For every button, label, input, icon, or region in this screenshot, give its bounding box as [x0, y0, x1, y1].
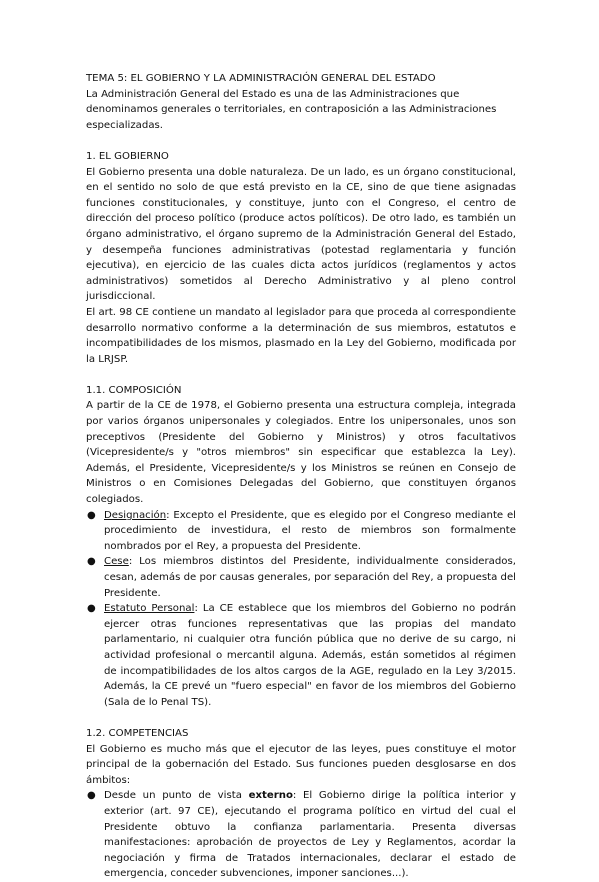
bullet-text-post: : El Gobierno dirige la política interior y exterior (art. 97 CE), ejecutando el programa político en virtud del cual el Presidente obtuvo la confianza parlamentaria. Presenta diversas manifestaciones: aprobación de proyectos de Ley y Reglamentos, acordar la negociación y firma de Tratados internacionales, declarar el estado de emergencia, conceder subvenciones, imponer sanciones...). — [104, 790, 516, 880]
list-item — [86, 601, 516, 710]
list-item — [86, 788, 516, 882]
bullet-icon: ● — [87, 509, 96, 521]
bullet-icon: ● — [87, 790, 96, 802]
bullet-bold-term: externo — [248, 790, 293, 802]
document-body — [86, 71, 516, 882]
bullet-text: : Los miembros distintos del Presidente, individualmente considerados, cesan, además de por causas generales, por separación del Rey, a propuesta del Presidente. — [104, 556, 516, 599]
bullet-icon: ● — [87, 556, 96, 568]
section-heading-composicion: 1.1. COMPOSICIÓN — [86, 384, 182, 396]
bullet-icon: ● — [87, 603, 96, 615]
competencias-paragraph: El Gobierno es mucho más que el ejecutor de las leyes, pues constituye el motor principal de la gobernación del Estado. Sus funciones pueden desglosarse en dos ámbitos: — [86, 743, 516, 786]
list-item — [86, 554, 516, 601]
spacer — [86, 367, 516, 383]
bullet-term: Estatuto Personal — [104, 603, 195, 615]
spacer — [86, 710, 516, 726]
intro-paragraph: La Administración General del Estado es una de las Administraciones que denominamos generales o territoriales, en contraposición a las Administraciones especializadas. — [86, 88, 497, 131]
bullet-text-pre: Desde un punto de vista — [104, 790, 249, 802]
bullet-text: : Excepto el Presidente, que es elegido por el Congreso mediante el procedimiento de investidura, el resto de miembros son formalmente nombrados por el Rey, a propuesta del Presidente. — [104, 509, 516, 552]
composicion-paragraph: A partir de la CE de 1978, el Gobierno presenta una estructura compleja, integrada por varios órganos unipersonales y colegiados. Entre los unipersonales, unos son preceptivos (Presidente del Gobierno y Ministros) y otros facultativos (Vicepresidente/s y "otros miembros" sin especificar que establezca la Ley). Además, el Presidente, Vicepresidente/s y los Ministros se reúnen en Consejo de Ministros o en Comisiones Delegadas del Gobierno, que constituyen órganos colegiados. — [86, 400, 516, 506]
gobierno-paragraph-2: El art. 98 CE contiene un mandato al legislador para que proceda al correspondiente desarrollo normativo conforme a la determinación de sus miembros, estatutos e incompatibilidades de los mismos, plasmado en la Ley del Gobierno, modificada por la LRJSP. — [86, 306, 516, 365]
spacer — [86, 133, 516, 149]
bullet-term: Designación — [104, 509, 167, 521]
list-item — [86, 508, 516, 555]
section-heading-gobierno: 1. EL GOBIERNO — [86, 150, 169, 162]
gobierno-paragraph-1: El Gobierno presenta una doble naturaleza. De un lado, es un órgano constitucional, en el sentido no solo de que está previsto en la CE, sino de que tiene asignadas funciones constitucionales, y constituye, junto con el Congreso, el centro de dirección del proceso político (produce actos políticos). De otro lado, es también un órgano administrativo, el órgano supremo de la Administración General del Estado, y desempeña funciones administrativas (potestad reglamentaria y función ejecutiva), en ejercicio de las cuales dicta actos jurídicos (reglamentos y actos administrativos) sometidos al Derecho Administrativo y al pleno control jurisdiccional. — [86, 166, 516, 303]
composicion-bullet-list — [86, 508, 516, 711]
bullet-text: : La CE establece que los miembros del Gobierno no podrán ejercer otras funciones representativas que las propias del mandato parlamentario, ni cualquier otra función pública que no derive de su cargo, ni actividad profesional o mercantil alguna. Además, están sometidos al régimen de incompatibilidades de los altos cargos de la AGE, regulado en la Ley 3/2015. Además, la CE prevé un "fuero especial" en favor de los miembros del Gobierno (Sala de lo Penal TS). — [104, 603, 516, 708]
section-heading-competencias: 1.2. COMPETENCIAS — [86, 727, 189, 739]
page-title: TEMA 5: EL GOBIERNO Y LA ADMINISTRACIÓN GENERAL DEL ESTADO — [86, 73, 436, 84]
competencias-bullet-list — [86, 788, 516, 882]
bullet-term: Cese — [104, 556, 129, 568]
